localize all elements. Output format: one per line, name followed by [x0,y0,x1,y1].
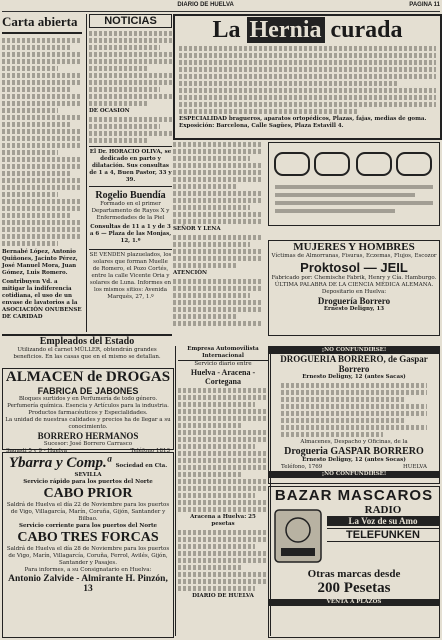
almacen-drogas-ad [2,368,174,454]
bazar-text [327,504,439,542]
mid-news-text [173,142,263,224]
bazar-content [269,504,439,568]
doctor-ad: El Dr. HORACIO OLIVA, se dedicado en parto y dilatación. Sus consultas de 1 a 4, Buen Pastor, 33 y 39. [89,146,172,187]
ybarra-ship2-info: Saldrá de Huelva el día 28 de Noviembre para los puertos de Vigo, Marín, Villagarcía, Coruña, Ferrol, Avilés, Gijón, Santander y Pasajes. [6,546,170,566]
gaspar-borrero-ad [268,346,440,484]
almacen-title: ALMACEN de DROGAS [5,369,171,385]
footer-mid: DIARIO DE HUELVA [192,593,254,599]
almacen-notice: La unidad de nuestras calidades y precios ha de llegar a su conocimiento. [5,417,171,430]
almacen-phone: Teléfono 1813 [130,448,170,454]
header-center: DIARIO DE HUELVA [177,2,234,8]
hernia-ad [173,14,442,140]
gaspar-title: DROGUERIA BORRERO, de Gaspar Borrero [280,354,428,374]
bazar-title: BAZAR MASCAROS [274,487,434,504]
gaspar-tag-top: ¡NO CONFUNDIRSE! [269,347,439,354]
depositario-label: Depositario en Huelva: [321,289,387,295]
running-header [2,2,440,12]
almacen-address: Sagasti 5 y 9 - Huelva [6,448,68,454]
ybarra-city: SEVILLA [74,472,102,478]
gaspar-city: HUELVA [402,464,427,470]
ybarra-title: Ybarra y Comp.ª [8,455,111,471]
carta-abierta-column [2,14,82,332]
drogueria-borrero-addr: Ernesto Deligny, 13 [323,306,385,312]
carta-abierta-signers: Bernabé López, Antonio Quiñones, Jacinto Pérez, José Manuel Mora, Juan Gómez, Luis Romero. [2,249,78,276]
drogueria-borrero: Droguería Borrero [317,296,391,306]
almacen-owners-sub: Sucesor: José Borrero Carrasco [43,441,133,447]
empresa-prices: Aracena a Huelva: 25 pesetas [190,514,256,527]
carta-abierta-appeal: Contribuyen Vd. a mitigar la indiferencia cotidiana, el uso de un envase de lavatorios a la ASOCIACIÓN ONUBENSE DE CARIDAD [2,279,82,320]
mid-news-column [173,140,263,340]
ybarra-agent-label: Para informes, a su Consignatario en Huelva: [24,567,152,573]
radio-set-icon [271,506,325,566]
carta-abierta-text [2,38,82,246]
gaspar-contact [269,464,439,471]
bazar-brand: TELEFUNKEN [327,528,439,542]
almacen-body: Bloques surtidos y en Perfumería de todo género. Perfumería química. Esencia y Artículos para la industria. Productos farmacéuticos y Especialidades. [7,396,169,416]
gaspar-list [269,383,439,437]
gaspar-foot2: Drogueria GASPAR BORRERO [284,446,424,457]
empresa-more [178,530,268,591]
gaspar-foot3: Ernesto Deligny, 12 (antes Socas) [302,457,406,463]
bazar-radio: RADIO [364,504,402,516]
atencion-label: ATENCIÓN [173,270,208,276]
empleados-ad [2,334,172,369]
ybarra-ship2: CABO TRES FORCAS [17,530,159,545]
header-right: PAGINA 11 [409,2,440,8]
gaspar-tag-bot: ¡NO CONFUNDIRSE! [269,471,439,478]
bazar-radio2: La Voz de su Amo [327,516,439,526]
ocasion-text [89,117,172,143]
rogelio-sub: Formado en el primer Departamento de Rayos X y Enfermedades de la Piel [91,201,170,221]
senor-text [173,235,263,268]
carta-abierta-title: Carta abierta [2,14,82,34]
empresa-automovilista-ad [175,346,271,636]
hernia-title [175,16,440,44]
proktosol-name: Proktosol — JEIL [300,260,408,275]
mujeres-hombres-ad [268,240,440,336]
hernia-title-prefix: La [212,17,241,43]
empresa-schedule [178,388,268,512]
ybarra-s2: Servicio corriente para los puertos del Norte [18,523,158,529]
ybarra-ship1-info: Saldrá de Huelva el día 22 de Noviembre para los puertos de Vigo, Villagarcía, Marín, Coruña, Gijón, Santander y Bilbao. [6,502,170,522]
hernia-footer: ESPECIALIDAD bragueros, aparatos ortopédicos, Plazas, fajas, medias de goma. Exposición: Barcelona, Calle Sagües, Plaza Estavill 4. [179,116,427,129]
atencion-text [173,279,263,326]
ocasion-label: DE OCASION [89,108,130,114]
gaspar-foot1: Almacenes, Despacho y Oficinas, de la [300,439,408,445]
mujeres-title: MUJERES Y HOMBRES [293,241,415,253]
rogelio-name: Rogelio Buendía [95,190,166,201]
almacen-sub: FABRICA DE JABONES [37,386,139,396]
gaspar-phone: Teléfono, 1769 [281,464,323,470]
bazar-price: 200 Pesetas [317,580,391,596]
truss-illustration-icon [269,143,439,225]
empresa-title: Empresa Automovilista Internacional [178,346,268,361]
ybarra-ad [2,452,174,638]
hernia-body [175,46,440,114]
venden-ad: SE VENDEN plazuelados, los solares que forman Muelle de Romero, el Pozo Cortés, entre la calle Vicente Oria y solares de Luna. Informes en los mismos sitios: Avenida Marqués, 27, 1.º [89,249,172,301]
empleados-title: Empleados del Estado [39,336,135,347]
noticias-title: NOTICIAS [89,14,172,28]
gaspar-addr: Ernesto Deligny, 12 (antes Sacas) [302,374,406,380]
ybarra-agent: Antonio Zalvide - Almirante H. Pinzón, 13 [8,574,168,594]
empresa-route: Huelva - Aracena - Cortegana [190,368,256,386]
bazar-other: Otras marcas desde [307,568,401,580]
proktosol-maker: Fabricado por: Chemische Fabrik, Henry y Cía. Hamburgo. ÚLTIMA PALABRA DE LA CIENCIA MÉDICA ALEMANA. [271,275,437,288]
hernia-title-suffix: curada [330,17,403,43]
ybarra-s1: Servicio rápido para los puertos del Norte [23,479,153,485]
hernia-title-word: Hernia [247,17,325,43]
empleados-body: Utilizando el carnet MÜLLER, obtendrán grandes beneficios. En las casas que en el mismo se detallan. [13,347,161,360]
ybarra-ship1: CABO PRIOR [43,486,133,501]
ybarra-title-line [3,453,173,472]
empresa-sub: Servicio diario entre [194,361,252,367]
noticias-column [86,14,172,332]
noticias-text [89,31,172,106]
almacen-owners: BORRERO HERMANOS [37,431,139,441]
ybarra-title2: Sociedad en Cta. [115,463,168,469]
bazar-sale: VENTA A PLAZOS [269,599,439,606]
hernia-illustration-ad [268,142,440,226]
senor-label: SEÑOR Y LENA [173,226,221,232]
mujeres-sub: Víctimas de Almorranas, Fisuras, Eczemas, Flujos, Escozor [271,253,437,259]
bazar-mascaros-ad [268,486,440,638]
rogelio-info: Consultas de 11 a 1 y de 3 a 6 — Plaza de las Monjas, 12, 1.º [89,224,172,244]
